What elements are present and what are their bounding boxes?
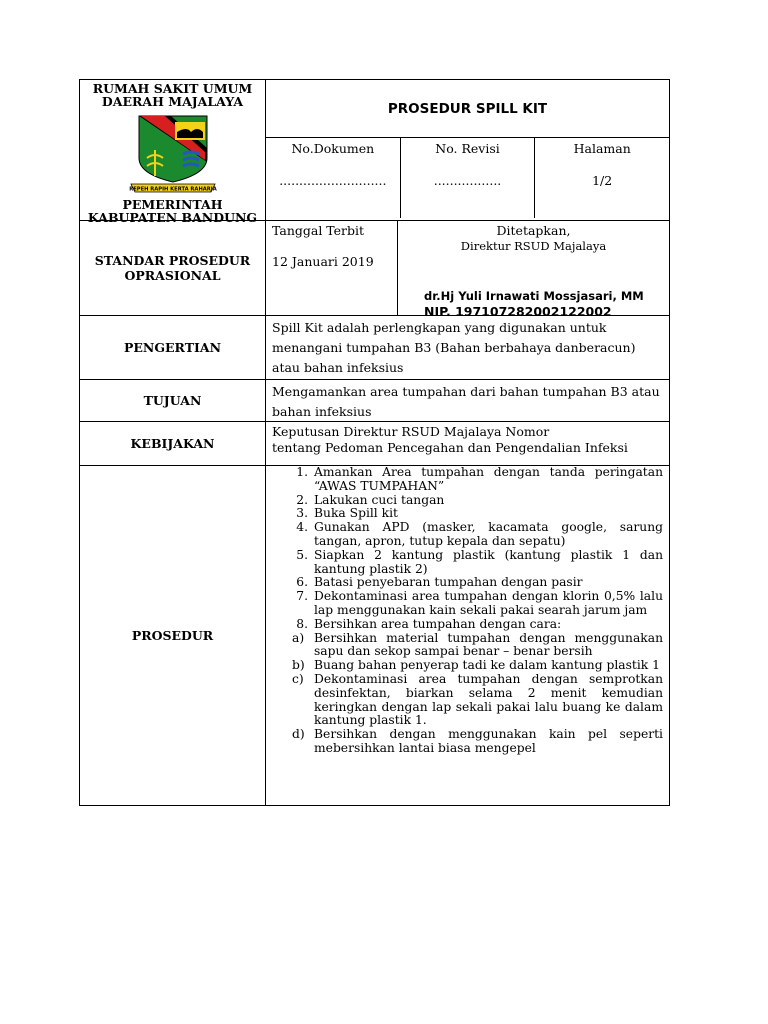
signature-block [398, 289, 669, 319]
procedure-step: 5. Siapkan 2 kantung plastik (kantung plastik 1 dan kantung plastik 2) [296, 547, 663, 576]
page-cell [534, 138, 669, 218]
kabupaten-bandung-logo [125, 114, 221, 196]
doc-number-cell [266, 138, 400, 218]
signer-nip: NIP. 197107282002122002 [424, 304, 612, 319]
procedure-substep: b) Buang bahan penyerap tadi ke dalam kantung plastik 1 [292, 658, 660, 673]
procedure-substep: c) Dekontaminasi area tumpahan dengan semprotkan desinfektan, biarkan selama 2 menit kemudian keringkan dengan lap sekali pakai lalu buang ke dalam kantung plastik 1. [292, 671, 663, 728]
kebijakan-row [80, 422, 669, 466]
tujuan-row [80, 380, 669, 422]
kebijakan-line2: tentang Pedoman Pencegahan dan Pengendalian Infeksi [272, 440, 628, 455]
doc-number-label: No.Dokumen [291, 141, 375, 156]
document-title: PROSEDUR SPILL KIT [266, 80, 669, 138]
kebijakan-label: KEBIJAKAN [80, 422, 266, 465]
pengertian-text: Spill Kit adalah perlengkapan yang digunakan untuk menangani tumpahan B3 (Bahan berbahaya danberacun) atau bahan infeksius [272, 320, 636, 375]
issue-date-cell [266, 221, 398, 315]
hospital-name-line1: RUMAH SAKIT UMUM [92, 81, 253, 96]
revision-value: ................. [433, 173, 502, 188]
header-right [266, 80, 669, 220]
sop-document [79, 79, 670, 806]
prosedur-row [80, 466, 669, 805]
issue-date-label: Tanggal Terbit [272, 223, 365, 238]
sop-row [80, 221, 669, 319]
logo-motto: REPEH RAPIH KERTA RAHARJA [128, 186, 217, 193]
procedure-substep: a) Bersihkan material tumpahan dengan menggunakan sapu dan sekop sampai benar – benar bersih [292, 630, 663, 659]
procedure-list [266, 466, 669, 805]
crest-icon [125, 114, 221, 194]
procedure-step: 3. Buka Spill kit [296, 506, 398, 521]
sop-label-line2: OPRASIONAL [124, 268, 221, 283]
kebijakan-text [266, 422, 669, 465]
approval-cell [398, 221, 669, 319]
procedure-step: 1. Amankan Area tumpahan dengan tanda peringatan “AWAS TUMPAHAN” [296, 465, 663, 493]
revision-cell [400, 138, 535, 218]
prosedur-label: PROSEDUR [80, 466, 266, 805]
procedure-substep: d) Bersihkan dengan menggunakan kain pel seperti mebersihkan lantai biasa mengepel [292, 727, 663, 755]
director-title: Direktur RSUD Majalaya [460, 239, 607, 253]
tujuan-label: TUJUAN [80, 380, 266, 421]
procedure-step: 2. Lakukan cuci tangan [296, 492, 445, 507]
approval-label: Ditetapkan, [496, 223, 571, 238]
procedure-step: 8. Bersihkan area tumpahan dengan cara: [296, 616, 562, 631]
revision-label: No. Revisi [435, 141, 500, 156]
tujuan-text: Mengamankan area tumpahan dari bahan tumpahan B3 atau bahan infeksius [272, 384, 660, 419]
signer-name: dr.Hj Yuli Irnawati Mossjasari, MM [424, 289, 644, 303]
kebijakan-line1: Keputusan Direktur RSUD Majalaya Nomor [272, 424, 550, 439]
procedure-step: 4. Gunakan APD (masker, kacamata google, sarung tangan, apron, tutup kepala dan sepatu) [296, 520, 663, 548]
doc-number-value: ........................... [279, 173, 387, 188]
sop-label [80, 221, 266, 315]
page-value: 1/2 [592, 173, 613, 188]
document-meta [266, 138, 669, 218]
page-label: Halaman [573, 141, 631, 156]
gov-name-line2: KABUPATEN BANDUNG [87, 210, 258, 225]
procedure-step: 7. Dekontaminasi area tumpahan dengan klorin 0,5% lalu lap menggunakan kain sekali pakai searah jarum jam [296, 589, 663, 617]
sop-details [266, 221, 669, 319]
hospital-name-line2: DAERAH MAJALAYA [101, 94, 244, 109]
procedure-step: 6. Batasi penyebaran tumpahan dengan pasir [296, 575, 583, 590]
hospital-block [80, 80, 266, 225]
pengertian-row [80, 316, 669, 380]
header-row [80, 80, 669, 225]
pengertian-label: PENGERTIAN [80, 316, 266, 379]
gov-name-line1: PEMERINTAH [122, 197, 223, 212]
sop-label-line1: STANDAR PROSEDUR [94, 253, 251, 268]
issue-date-value: 12 Januari 2019 [272, 254, 374, 269]
